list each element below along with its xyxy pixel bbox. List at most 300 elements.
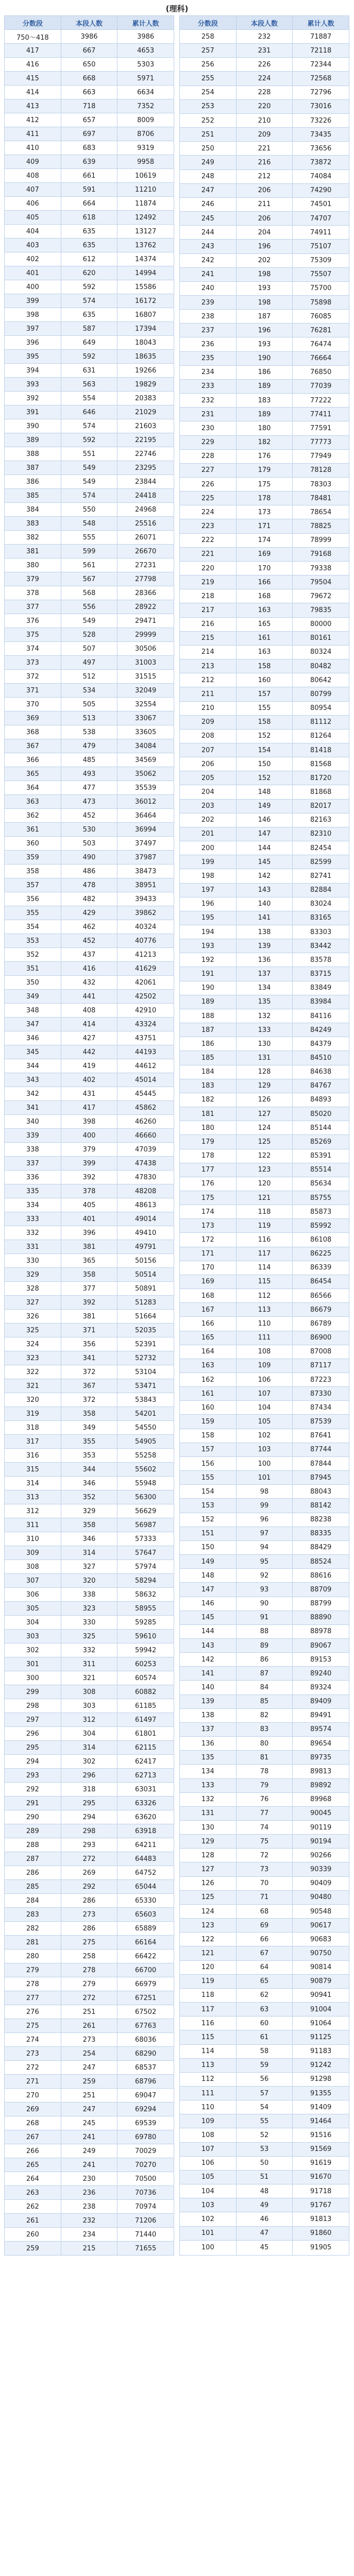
cell-score-range: 411 [5,127,61,141]
cell-score-range: 386 [5,475,61,489]
cell-segment-count: 204 [236,226,293,240]
cell-score-range: 237 [180,324,237,337]
cell-score-range: 299 [5,1685,61,1699]
cell-segment-count: 183 [236,394,293,408]
cell-score-range: 403 [5,239,61,252]
table-row [5,1518,174,1532]
cell-cumulative-count: 79168 [293,547,349,561]
cell-segment-count: 94 [236,1540,293,1554]
cell-segment-count: 379 [61,1143,117,1157]
table-row [180,1555,349,1569]
cell-segment-count: 635 [61,308,117,322]
cell-score-range: 216 [180,617,237,631]
cell-cumulative-count: 77411 [293,408,349,421]
table-row [180,981,349,995]
table-row [180,701,349,715]
cell-score-range: 379 [5,572,61,586]
cell-score-range: 389 [5,433,61,447]
cell-segment-count: 314 [61,1546,117,1560]
cell-score-range: 108 [180,2128,237,2142]
cell-segment-count: 45 [236,2240,293,2255]
cell-cumulative-count: 14994 [117,266,174,280]
cell-segment-count: 259 [61,2075,117,2089]
table-row [5,934,174,948]
cell-cumulative-count: 87434 [293,1401,349,1415]
cell-segment-count: 86 [236,1653,293,1667]
cell-score-range: 182 [180,1093,237,1107]
cell-score-range: 116 [180,2016,237,2030]
cell-segment-count: 599 [61,545,117,558]
cell-score-range: 165 [180,1331,237,1345]
table-row [180,478,349,492]
cell-segment-count: 202 [236,253,293,267]
table-row [5,86,174,99]
cell-segment-count: 302 [61,1755,117,1769]
table-row [180,561,349,575]
table-row [5,225,174,239]
table-row [5,865,174,878]
cell-segment-count: 54 [236,2100,293,2114]
table-row [180,1107,349,1121]
cell-segment-count: 93 [236,1583,293,1597]
cell-segment-count: 534 [61,684,117,698]
table-row [180,1373,349,1387]
cell-segment-count: 505 [61,698,117,711]
cell-score-range: 304 [5,1616,61,1630]
cell-cumulative-count: 57974 [117,1560,174,1574]
cell-cumulative-count: 36464 [117,809,174,823]
cell-segment-count: 697 [61,127,117,141]
cell-segment-count: 549 [61,614,117,628]
cell-score-range: 168 [180,1289,237,1303]
cell-score-range: 384 [5,503,61,517]
cell-cumulative-count: 80799 [293,687,349,701]
cell-cumulative-count: 75507 [293,267,349,281]
cell-segment-count: 173 [236,505,293,519]
cell-score-range: 369 [5,711,61,725]
cell-cumulative-count: 15586 [117,280,174,294]
cell-score-range: 217 [180,603,237,617]
cell-cumulative-count: 90194 [293,1835,349,1849]
cell-segment-count: 119 [236,1219,293,1233]
cell-segment-count: 513 [61,711,117,725]
cell-cumulative-count: 10619 [117,169,174,183]
cell-score-range: 261 [5,2214,61,2228]
table-row [5,1713,174,1727]
cell-score-range: 372 [5,670,61,684]
cell-segment-count: 462 [61,920,117,934]
cell-segment-count: 178 [236,492,293,505]
cell-cumulative-count: 66164 [117,1936,174,1950]
cell-segment-count: 346 [61,1532,117,1546]
cell-segment-count: 108 [236,1345,293,1359]
table-row [5,628,174,642]
cell-segment-count: 367 [61,1379,117,1393]
table-row [180,1933,349,1946]
cell-segment-count: 251 [61,2005,117,2019]
cell-segment-count: 206 [236,183,293,197]
cell-segment-count: 138 [236,925,293,939]
cell-cumulative-count: 77591 [293,421,349,435]
cell-segment-count: 121 [236,1191,293,1205]
table-row [180,1527,349,1540]
cell-score-range: 392 [5,392,61,405]
cell-cumulative-count: 68290 [117,2047,174,2061]
cell-cumulative-count: 58632 [117,1588,174,1602]
table-header-row [5,16,174,30]
cell-score-range: 215 [180,631,237,645]
table-row [180,715,349,729]
cell-cumulative-count: 66700 [117,1963,174,1977]
cell-score-range: 297 [5,1713,61,1727]
table-row [5,2005,174,2019]
cell-cumulative-count: 16807 [117,308,174,322]
cell-segment-count: 353 [61,1449,117,1463]
cell-score-range: 258 [180,30,237,44]
cell-cumulative-count: 52035 [117,1324,174,1337]
cell-cumulative-count: 73226 [293,113,349,127]
cell-cumulative-count: 89240 [293,1667,349,1681]
table-row [5,600,174,614]
table-row [180,2212,349,2226]
cell-cumulative-count: 76281 [293,324,349,337]
cell-score-range: 350 [5,976,61,990]
cell-cumulative-count: 75898 [293,295,349,309]
table-row [5,781,174,795]
cell-cumulative-count: 90683 [293,1933,349,1946]
cell-segment-count: 312 [61,1713,117,1727]
cell-score-range: 117 [180,2003,237,2016]
cell-cumulative-count: 34084 [117,739,174,753]
cell-cumulative-count: 78128 [293,463,349,477]
cell-segment-count: 114 [236,1261,293,1275]
cell-score-range: 276 [5,2005,61,2019]
cell-segment-count: 251 [61,2089,117,2103]
cell-score-range: 153 [180,1499,237,1513]
cell-segment-count: 278 [61,1963,117,1977]
cell-score-range: 316 [5,1449,61,1463]
table-row [180,1708,349,1722]
cell-cumulative-count: 49791 [117,1240,174,1254]
cell-segment-count: 210 [236,113,293,127]
cell-segment-count: 249 [61,2144,117,2158]
cell-segment-count: 163 [236,645,293,659]
cell-cumulative-count: 89324 [293,1681,349,1694]
cell-segment-count: 405 [61,1198,117,1212]
cell-score-range: 294 [5,1755,61,1769]
cell-cumulative-count: 91064 [293,2016,349,2030]
table-row [180,799,349,813]
cell-cumulative-count: 44193 [117,1045,174,1059]
table-row [5,1616,174,1630]
table-row [180,212,349,226]
cell-score-range: 247 [180,183,237,197]
table-row [180,1624,349,1638]
cell-score-range: 197 [180,883,237,897]
table-row [180,267,349,281]
table-row [180,575,349,589]
cell-segment-count: 127 [236,1107,293,1121]
table-row [5,433,174,447]
cell-segment-count: 152 [236,729,293,743]
cell-cumulative-count: 46660 [117,1129,174,1143]
cell-score-range: 417 [5,44,61,58]
cell-cumulative-count: 47039 [117,1143,174,1157]
table-row [5,461,174,475]
cell-score-range: 202 [180,813,237,827]
table-row [5,892,174,906]
table-row [180,1359,349,1372]
table-row [180,757,349,771]
cell-cumulative-count: 49014 [117,1212,174,1226]
cell-score-range: 204 [180,785,237,799]
cell-segment-count: 53 [236,2142,293,2156]
cell-segment-count: 89 [236,1638,293,1652]
cell-segment-count: 592 [61,350,117,364]
cell-score-range: 134 [180,1765,237,1778]
cell-segment-count: 664 [61,197,117,211]
cell-score-range: 359 [5,851,61,865]
table-row [5,141,174,155]
cell-cumulative-count: 61497 [117,1713,174,1727]
cell-cumulative-count: 74084 [293,170,349,183]
cell-cumulative-count: 79672 [293,589,349,603]
cell-segment-count: 226 [236,58,293,72]
cell-score-range: 229 [180,435,237,449]
cell-segment-count: 196 [236,324,293,337]
cell-score-range: 257 [180,44,237,58]
cell-segment-count: 231 [236,44,293,58]
table-row [5,1908,174,1922]
cell-score-range: 162 [180,1373,237,1387]
cell-cumulative-count: 18635 [117,350,174,364]
cell-cumulative-count: 71655 [117,2242,174,2256]
cell-score-range: 248 [180,170,237,183]
cell-cumulative-count: 90045 [293,1806,349,1820]
cell-score-range: 290 [5,1810,61,1824]
cell-cumulative-count: 83984 [293,995,349,1009]
table-row [5,1671,174,1685]
cell-score-range: 171 [180,1247,237,1261]
table-row [5,2228,174,2242]
cell-cumulative-count: 90480 [293,1890,349,1904]
cell-segment-count: 68 [236,1904,293,1918]
cell-cumulative-count: 82741 [293,869,349,883]
cell-score-range: 220 [180,561,237,575]
cell-cumulative-count: 23844 [117,475,174,489]
cell-segment-count: 330 [61,1616,117,1630]
cell-cumulative-count: 89574 [293,1722,349,1736]
cell-segment-count: 118 [236,1205,293,1219]
table-row [180,1890,349,1904]
table-row [180,827,349,841]
cell-cumulative-count: 35539 [117,781,174,795]
cell-score-range: 185 [180,1051,237,1065]
cell-segment-count: 279 [61,1977,117,1991]
cell-score-range: 191 [180,967,237,981]
table-row [180,253,349,267]
cell-cumulative-count: 90266 [293,1849,349,1862]
table-row [180,1722,349,1736]
cell-cumulative-count: 50156 [117,1254,174,1268]
cell-score-range: 242 [180,253,237,267]
table-row [5,378,174,392]
cell-segment-count: 311 [61,1657,117,1671]
cell-segment-count: 490 [61,851,117,865]
cell-segment-count: 574 [61,419,117,433]
cell-score-range: 212 [180,673,237,687]
cell-cumulative-count: 81112 [293,715,349,729]
table-row [180,869,349,883]
cell-segment-count: 649 [61,336,117,350]
cell-score-range: 281 [5,1936,61,1950]
table-row [180,1261,349,1275]
cell-cumulative-count: 83849 [293,981,349,995]
cell-cumulative-count: 87117 [293,1359,349,1372]
cell-score-range: 414 [5,86,61,99]
table-row [180,1667,349,1681]
cell-score-range: 283 [5,1908,61,1922]
cell-cumulative-count: 71206 [117,2214,174,2228]
cell-score-range: 176 [180,1177,237,1191]
cell-score-range: 103 [180,2198,237,2212]
cell-score-range: 363 [5,795,61,809]
cell-segment-count: 215 [61,2242,117,2256]
table-row [5,642,174,656]
cell-segment-count: 143 [236,883,293,897]
cell-segment-count: 186 [236,365,293,379]
cell-segment-count: 346 [61,1477,117,1490]
cell-score-range: 268 [5,2116,61,2130]
table-row [5,948,174,962]
cell-segment-count: 286 [61,1894,117,1908]
cell-cumulative-count: 91670 [293,2170,349,2184]
cell-cumulative-count: 61801 [117,1727,174,1741]
table-row [180,1988,349,2002]
cell-cumulative-count: 68537 [117,2061,174,2075]
cell-score-range: 218 [180,589,237,603]
cell-segment-count: 503 [61,837,117,851]
cell-score-range: 396 [5,336,61,350]
cell-segment-count: 416 [61,962,117,976]
cell-segment-count: 71 [236,1890,293,1904]
cell-score-range: 243 [180,240,237,253]
cell-cumulative-count: 72118 [293,44,349,58]
table-row [180,1737,349,1751]
cell-cumulative-count: 59610 [117,1630,174,1643]
cell-segment-count: 145 [236,855,293,869]
cell-segment-count: 372 [61,1393,117,1407]
cell-segment-count: 101 [236,1471,293,1485]
table-row [180,953,349,967]
cell-cumulative-count: 81568 [293,757,349,771]
cell-score-range: 213 [180,659,237,673]
cell-segment-count: 551 [61,447,117,461]
cell-cumulative-count: 60882 [117,1685,174,1699]
cell-segment-count: 548 [61,517,117,531]
cell-score-range: 155 [180,1471,237,1485]
cell-cumulative-count: 90339 [293,1862,349,1876]
cell-segment-count: 295 [61,1797,117,1810]
cell-segment-count: 187 [236,310,293,324]
cell-segment-count: 171 [236,519,293,533]
cell-score-range: 148 [180,1569,237,1583]
cell-score-range: 332 [5,1226,61,1240]
cell-cumulative-count: 84249 [293,1023,349,1037]
table-row [180,99,349,113]
cell-cumulative-count: 62713 [117,1769,174,1783]
cell-score-range: 164 [180,1345,237,1359]
cell-score-range: 208 [180,729,237,743]
cell-cumulative-count: 42502 [117,990,174,1004]
cell-segment-count: 365 [61,1254,117,1268]
cell-cumulative-count: 87008 [293,1345,349,1359]
cell-cumulative-count: 79504 [293,575,349,589]
cell-score-range: 106 [180,2156,237,2170]
cell-score-range: 114 [180,2044,237,2058]
cell-segment-count: 292 [61,1880,117,1894]
cell-segment-count: 507 [61,642,117,656]
cell-score-range: 201 [180,827,237,841]
cell-segment-count: 486 [61,865,117,878]
table-row [5,405,174,419]
cell-score-range: 187 [180,1023,237,1037]
table-row [5,1977,174,1991]
cell-score-range: 207 [180,743,237,757]
cell-score-range: 121 [180,1946,237,1960]
table-row [5,1866,174,1880]
table-row [5,489,174,503]
cell-score-range: 412 [5,113,61,127]
cell-cumulative-count: 85020 [293,1107,349,1121]
cell-score-range: 356 [5,892,61,906]
table-row [5,336,174,350]
cell-cumulative-count: 81868 [293,785,349,799]
cell-cumulative-count: 45862 [117,1101,174,1115]
cell-segment-count: 92 [236,1569,293,1583]
cell-cumulative-count: 54550 [117,1421,174,1435]
cell-segment-count: 72 [236,1849,293,1862]
cell-score-range: 375 [5,628,61,642]
cell-score-range: 174 [180,1205,237,1219]
cell-cumulative-count: 8009 [117,113,174,127]
cell-cumulative-count: 83442 [293,939,349,953]
cell-cumulative-count: 33605 [117,725,174,739]
table-row [5,1657,174,1671]
cell-cumulative-count: 13127 [117,225,174,239]
cell-cumulative-count: 9319 [117,141,174,155]
cell-cumulative-count: 60574 [117,1671,174,1685]
cell-score-range: 240 [180,281,237,295]
cell-cumulative-count: 25516 [117,517,174,531]
table-row [5,1101,174,1115]
cell-score-range: 377 [5,600,61,614]
cell-segment-count: 106 [236,1373,293,1387]
cell-score-range: 210 [180,701,237,715]
table-row [5,127,174,141]
cell-segment-count: 63 [236,2003,293,2016]
cell-segment-count: 130 [236,1037,293,1051]
table-row [180,2072,349,2086]
table-row [180,72,349,86]
cell-cumulative-count: 45014 [117,1073,174,1087]
table-row [5,920,174,934]
cell-segment-count: 65 [236,1974,293,1988]
cell-segment-count: 82 [236,1708,293,1722]
cell-cumulative-count: 55258 [117,1449,174,1463]
cell-score-range: 145 [180,1611,237,1624]
table-row [180,1611,349,1624]
